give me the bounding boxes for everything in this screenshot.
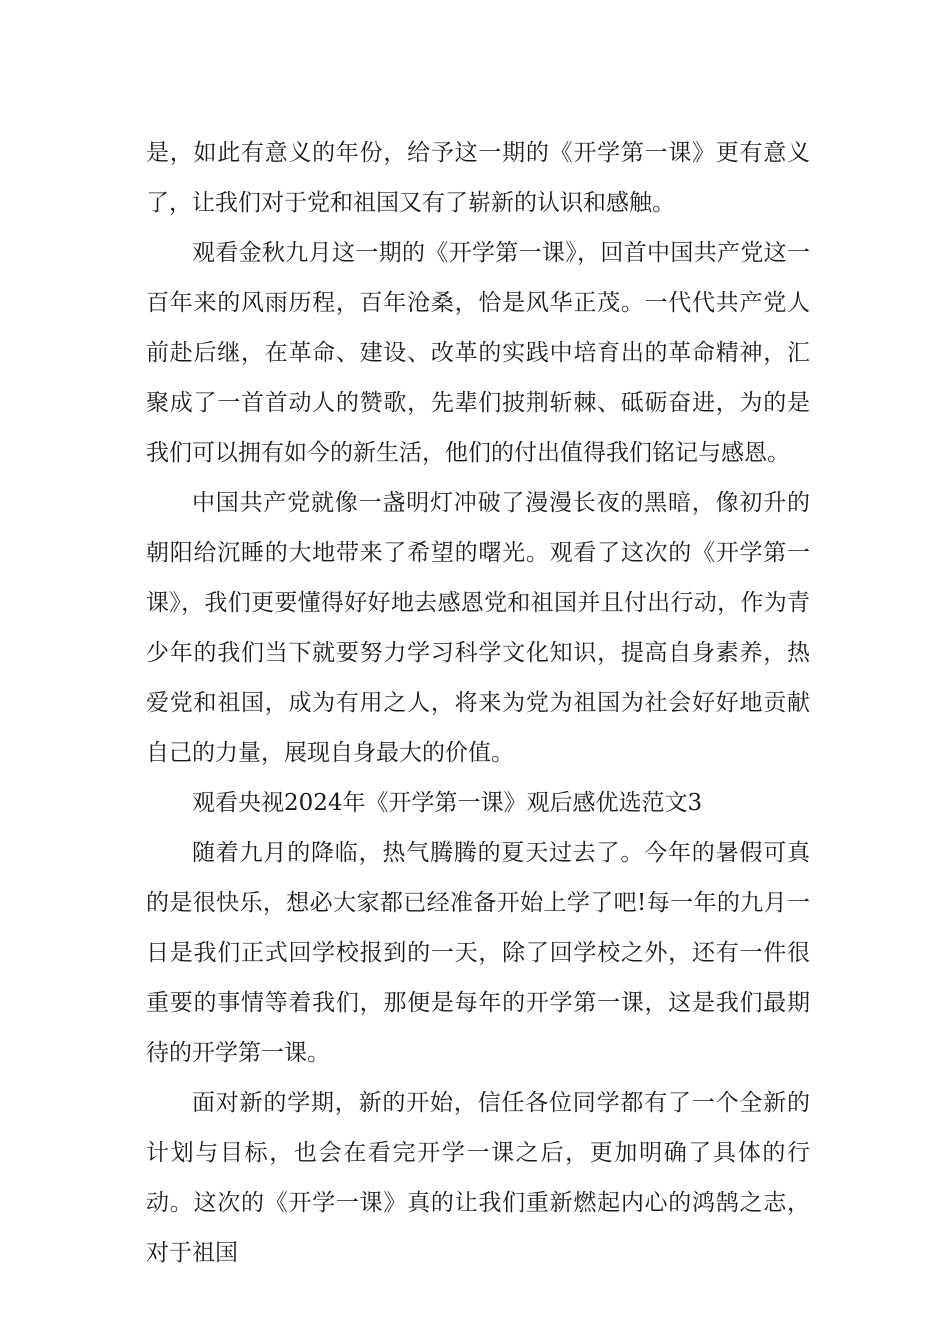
paragraph: 随着九月的降临，热气腾腾的夏天过去了。今年的暑假可真的是很快乐，想必大家都已经准备开始上学了吧!每一年的九月一日是我们正式回学校报到的一天，除了回学校之外，还有一件很重要的事情等着我们，那便是每年的开学第一课，这是我们最期待的开学第一课。 (146, 840, 810, 1066)
paragraph: 面对新的学期，新的开始，信任各位同学都有了一个全新的计划与目标，也会在看完开学一课之后，更加明确了具体的行动。这次的《开学一课》真的让我们重新燃起内心的鸿鹄之志，对于祖国 (146, 1090, 810, 1266)
section-heading: 观看央视2024年《开学第一课》观后感优选范文3 (192, 790, 703, 816)
paragraph: 中国共产党就像一盏明灯冲破了漫漫长夜的黑暗，像初升的朝阳给沉睡的大地带来了希望的曙光。观看了这次的《开学第一课》，我们更要懂得好好地去感恩党和祖国并且付出行动，作为青少年的我们当下就要努力学习科学文化知识，提高自身素养，热爱党和祖国，成为有用之人，将来为党为祖国为社会好好地贡献自己的力量，展现自身最大的价值。 (146, 490, 810, 766)
paragraph-continuation: 是，如此有意义的年份，给予这一期的《开学第一课》更有意义了，让我们对于党和祖国又有了崭新的认识和感触。 (146, 140, 810, 216)
document-body (146, 128, 810, 1278)
paragraph: 观看金秋九月这一期的《开学第一课》，回首中国共产党这一百年来的风雨历程，百年沧桑，恰是风华正茂。一代代共产党人前赴后继，在革命、建设、改革的实践中培育出的革命精神，汇聚成了一首首动人的赞歌，先辈们披荆斩棘、砥砺奋进，为的是我们可以拥有如今的新生活，他们的付出值得我们铭记与感恩。 (146, 240, 810, 466)
